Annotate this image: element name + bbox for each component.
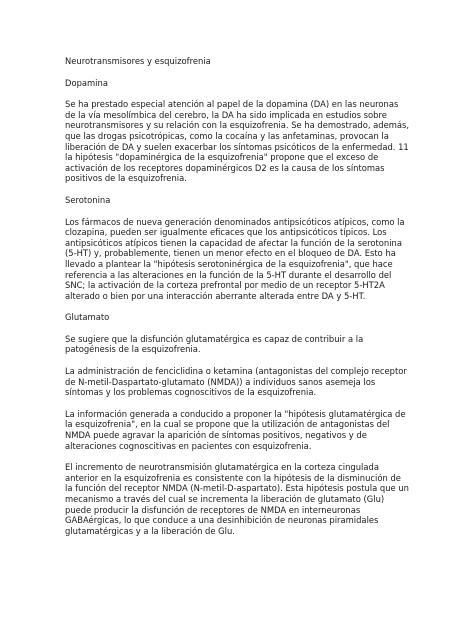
paragraph: Se ha prestado especial atención al papel de la dopamina (DA) en las neuronas de la vía mesolímbica del cerebro, la DA ha sido implicada en estudios sobre neurotransmisores y su relación con la esquizofrenia. Se ha demostrado, además, que las drogas psicotrópicas, como la cocaína y las anfetaminas, provocan la liberación de DA y suelen exacerbar los síntomas psicóticos de la enfermedad. 11 la hipótesis "dopaminérgica de la esquizofrenia" propone que el exceso de activación de los receptores dopaminérgicos D2 es la causa de los síntomas positivos de la esquizofrenia. — [65, 99, 410, 184]
section-dopamina — [65, 78, 411, 184]
document-title: Neurotransmisores y esquizofrenia — [65, 56, 211, 66]
section-glutamato — [65, 312, 411, 536]
paragraph: La administración de fenciclidina o ketamina (antagonistas del complejo receptor de N-metil-Daspartato-glutamato (NMDA)) a individuos sanos asemeja los síntomas y los problemas cognoscitivos de la esquizofrenia. — [65, 366, 407, 398]
paragraph: El incremento de neurotransmisión glutamatérgica en la corteza cingulada anterior en la esquizofrenia es consistente con la hipótesis de la disminución de la función del receptor NMDA (N-metil-D-aspartato). Esta hipótesis postula que un mecanismo a través del cual se incrementa la liberación de glutamato (Glu) puede producir la disfunción de receptores de NMDA en interneuronas GABAérgicas, lo que conduce a una desinhibición de neuronas piramidales glutamatérgicas y a la liberación de Glu. — [65, 462, 409, 536]
section-serotonina — [65, 195, 411, 301]
paragraph: Los fármacos de nueva generación denominados antipsicóticos atípicos, como la clozapina, pueden ser igualmente eficaces que los antipsicóticos típicos. Los antipsicóticos atípicos tienen la capacidad de afectar la función de la serotonina (5-HT) y, probablemente, tienen un menor efecto en el bloqueo de DA. Esto ha llevado a plantear la "hipótesis serotoninérgica de la esquizofrenia", que hace referencia a las alteraciones en la función de la 5-HT durante el desarrollo del SNC; la activación de la corteza prefrontal por medio de un receptor 5-HT2A alterado o bien por una interacción aberrante alterada entre DA y 5-HT. — [65, 216, 405, 301]
section-heading: Serotonina — [65, 194, 111, 205]
section-heading: Dopamina — [65, 77, 108, 88]
paragraph: Se sugiere que la disfunción glutamatérgica es capaz de contribuir a la patogénesis de la esquizofrenia. — [65, 333, 364, 355]
paragraph: La información generada a conducido a proponer la "hipótesis glutamatérgica de la esquizofrenia", en la cual se propone que la utilización de antagonistas del NMDA puede agravar la aparición de síntomas positivos, negativos y de alteraciones cognoscitivas en pacientes con esquizofrenia. — [65, 408, 406, 451]
section-heading: Glutamato — [65, 312, 110, 323]
document-page — [65, 56, 411, 547]
